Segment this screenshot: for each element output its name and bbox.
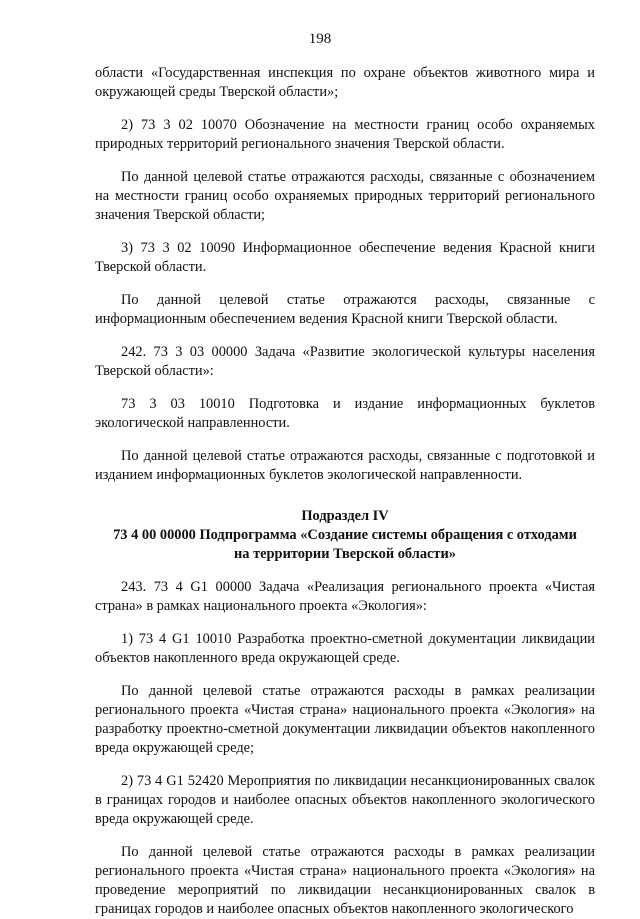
paragraph: области «Государственная инспекция по охране объектов животного мира и окружающей среды Тверской области»; [95, 65, 595, 100]
paragraph: По данной целевой статье отражаются расходы в рамках реализации регионального проекта «Чистая страна» национального проекта «Экология» на разработку проектно-сметной документации ликвидации объектов накопленного вреда окружающей среде; [95, 683, 595, 756]
paragraph: По данной целевой статье отражаются расходы, связанные с подготовкой и изданием информационных буклетов экологической направленности. [95, 448, 595, 483]
paragraph: 243. 73 4 G1 00000 Задача «Реализация регионального проекта «Чистая страна» в рамках национального проекта «Экология»: [95, 579, 595, 614]
paragraph: По данной целевой статье отражаются расходы, связанные с обозначением на местности границ особо охраняемых природных территорий регионального значения Тверской области; [95, 169, 595, 223]
subsection-title: Подраздел IV [301, 508, 389, 524]
paragraph: 73 3 03 10010 Подготовка и издание информационных буклетов экологической направленности. [95, 396, 595, 431]
document-body [95, 64, 595, 919]
page-number: 198 [308, 31, 332, 47]
paragraph: 2) 73 3 02 10070 Обозначение на местности границ особо охраняемых природных территорий регионального значения Тверской области. [95, 117, 595, 152]
paragraph: 242. 73 3 03 00000 Задача «Развитие экологической культуры населения Тверской области»: [95, 344, 595, 379]
paragraph: 1) 73 4 G1 10010 Разработка проектно-сметной документации ликвидации объектов накопленного вреда окружающей среде. [95, 631, 595, 666]
paragraph: 2) 73 4 G1 52420 Мероприятия по ликвидации несанкционированных свалок в границах городов и наиболее опасных объектов накопленного экологического вреда окружающей среде. [95, 773, 595, 827]
paragraph: 3) 73 3 02 10090 Информационное обеспечение ведения Красной книги Тверской области. [95, 240, 595, 275]
subsection-subtitle: на территории Тверской области» [234, 546, 456, 562]
subsection-subtitle: 73 4 00 00000 Подпрограмма «Создание системы обращения с отходами [113, 527, 577, 543]
subsection-heading [95, 507, 595, 564]
paragraph: По данной целевой статье отражаются расходы, связанные с информационным обеспечением ведения Красной книги Тверской области. [95, 292, 595, 327]
paragraph: По данной целевой статье отражаются расходы в рамках реализации регионального проекта «Чистая страна» национального проекта «Экология» на проведение мероприятий по ликвидации несанкционированных свалок в границах городов и наиболее опасных объектов накопленного экологического [95, 844, 595, 917]
